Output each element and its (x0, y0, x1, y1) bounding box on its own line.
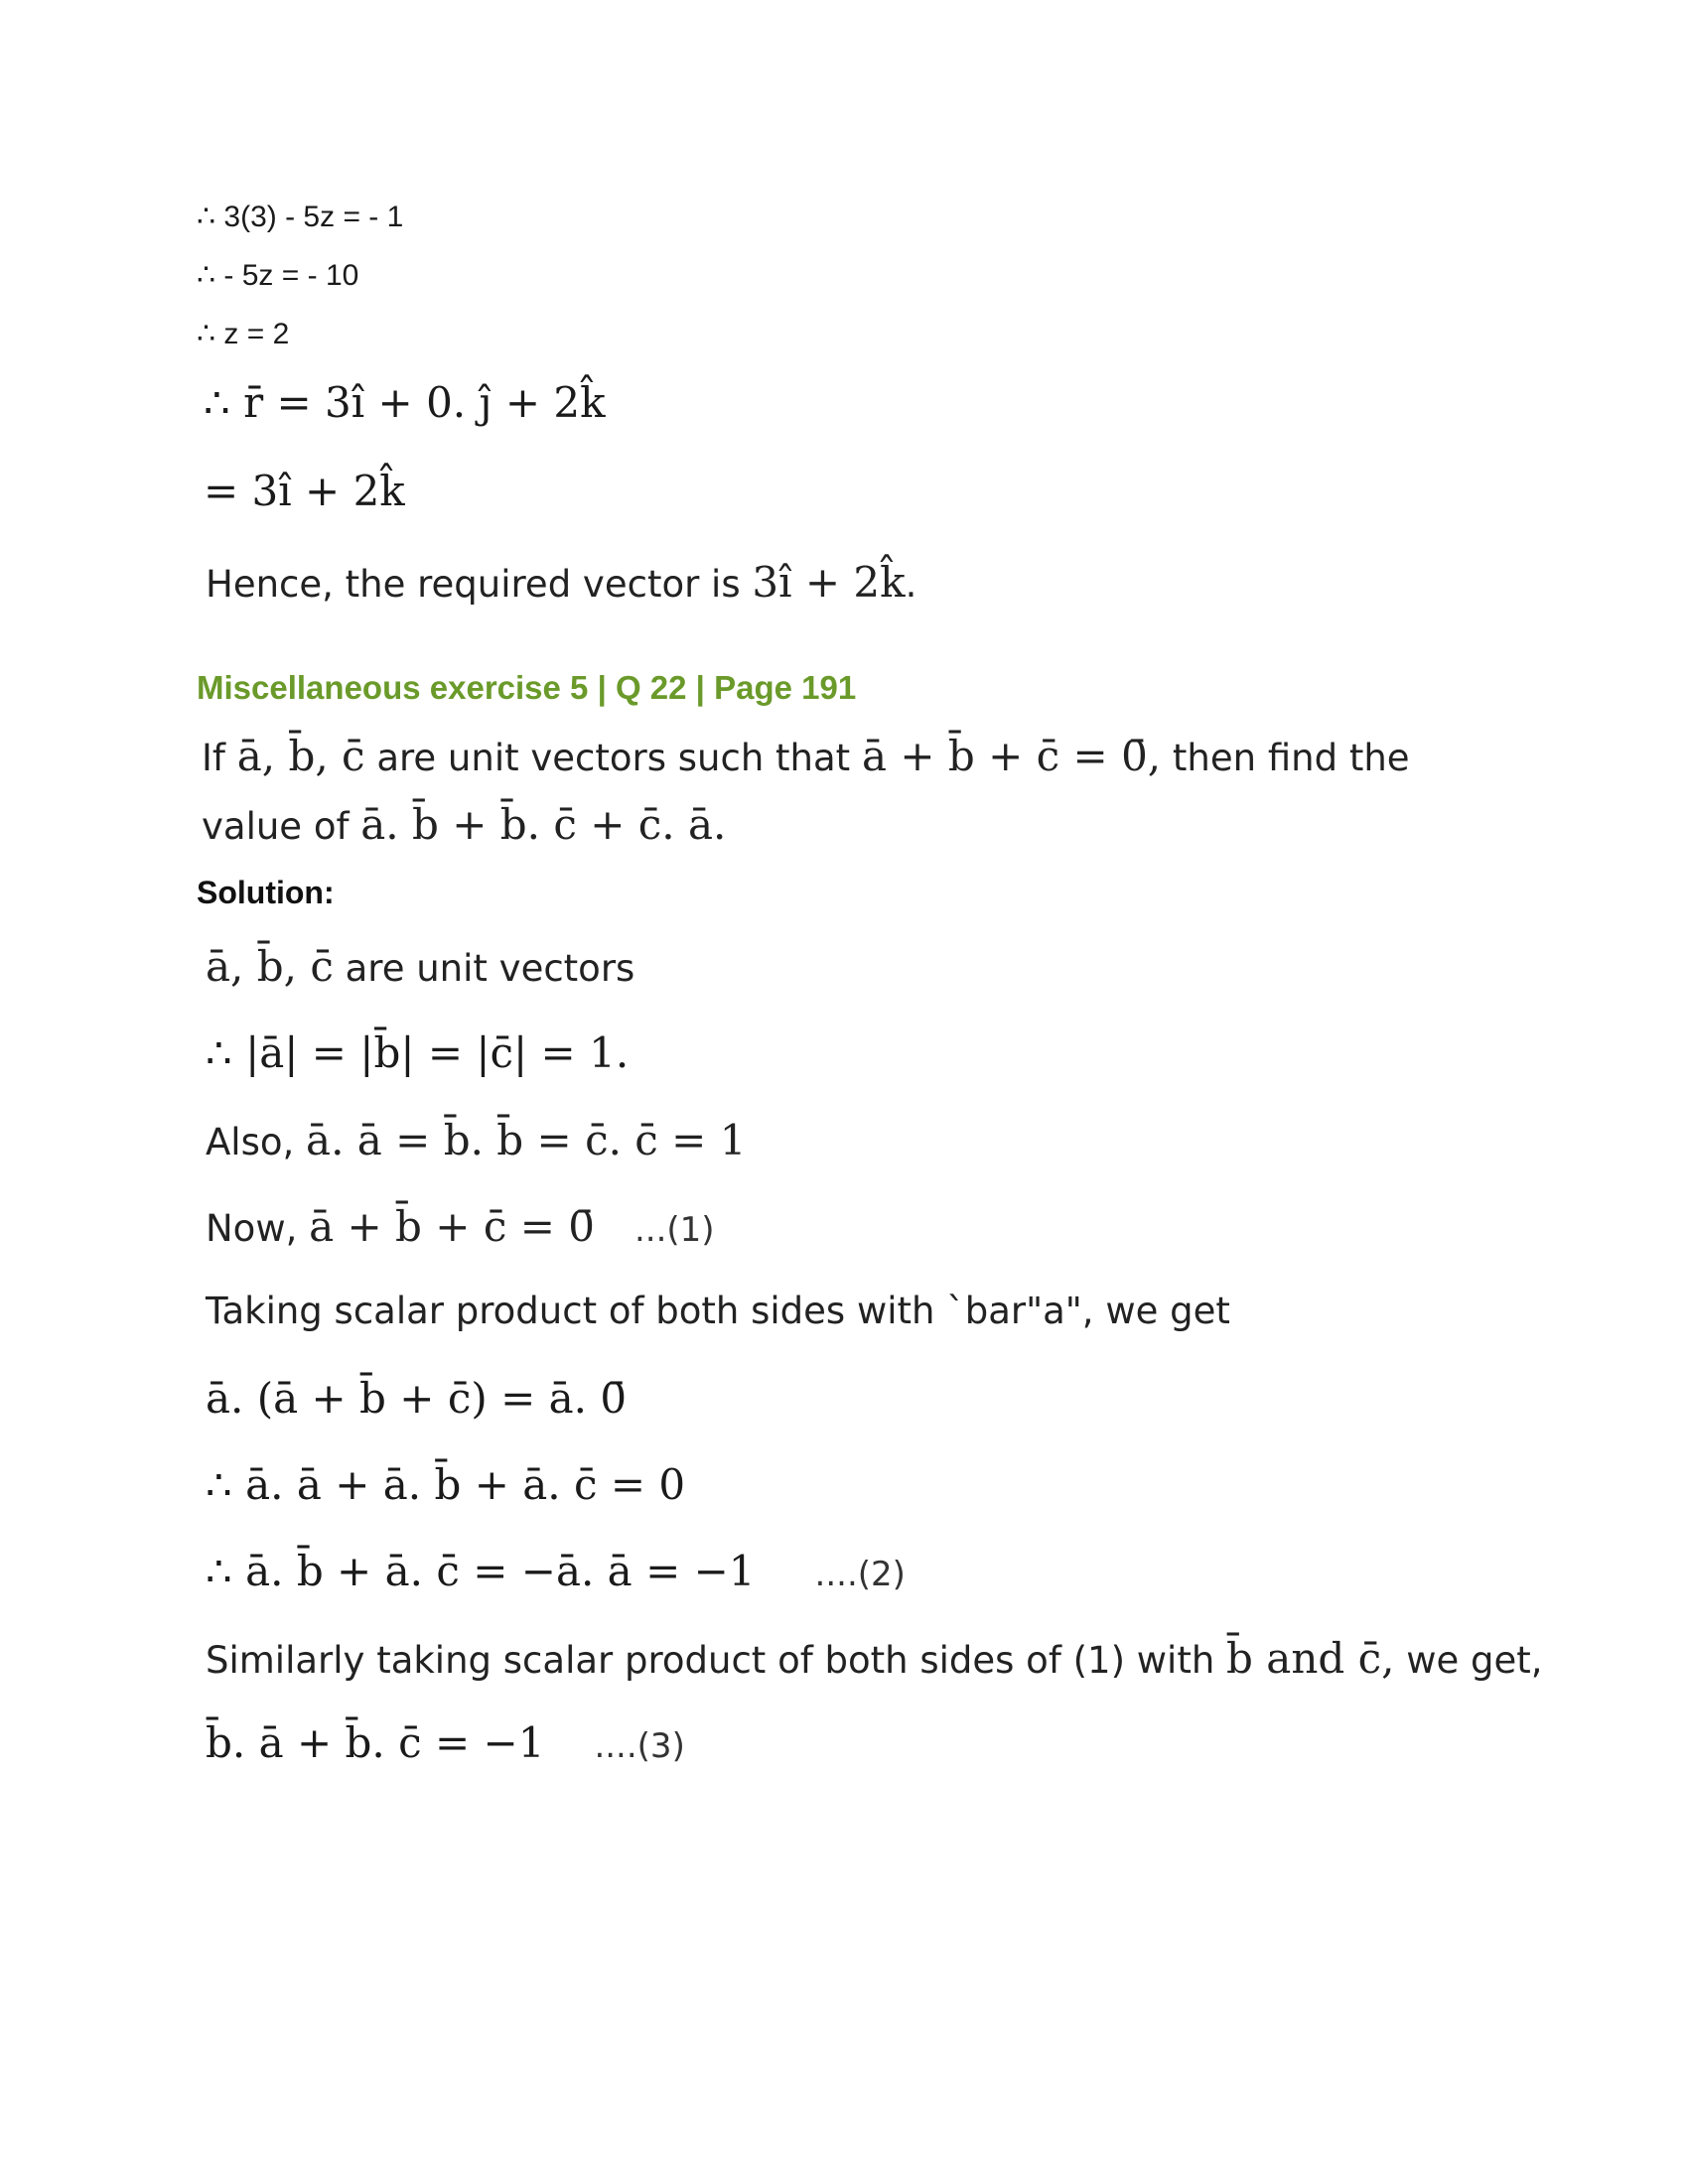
solution-math: ā + b̄ + c̄ = 0̄ (309, 1202, 595, 1251)
question-math: ā + b̄ + c̄ = 0̄, (861, 732, 1162, 780)
question-math: ā. b̄ + b̄. c̄ + c̄. ā. (360, 800, 727, 849)
solution-text: Similarly taking scalar product of both sides of (1) with (206, 1639, 1227, 1682)
question-line-1 (202, 732, 1410, 780)
step-line-3: ∴ z = 2 (197, 318, 290, 350)
question-text: then find the (1161, 737, 1410, 779)
solution-math: ā. ā = b̄. b̄ = c̄. c̄ = 1 (306, 1116, 747, 1164)
conclusion-math: 3î + 2k̂ (752, 558, 906, 607)
solution-line-10 (206, 1718, 685, 1767)
question-text: are unit vectors such that (364, 737, 862, 779)
question-math: ā, b̄, c̄ (236, 732, 365, 780)
equation-tag-2: ....(2) (814, 1555, 906, 1594)
result-equation-2: = 3î + 2k̂ (204, 467, 405, 515)
question-heading: Miscellaneous exercise 5 | Q 22 | Page 191 (197, 669, 857, 706)
solution-text: Also, (206, 1121, 307, 1163)
solution-line-7: ∴ ā. ā + ā. b̄ + ā. c̄ = 0 (206, 1460, 686, 1509)
solution-math: b̄ and c̄, (1226, 1634, 1395, 1683)
conclusion-line (206, 558, 917, 607)
solution-line-5: Taking scalar product of both sides with `bar"a", we get (206, 1290, 1230, 1332)
solution-line-9 (206, 1634, 1543, 1683)
solution-line-3 (206, 1116, 747, 1164)
solution-line-6: ā. (ā + b̄ + c̄) = ā. 0̄ (206, 1374, 628, 1423)
solution-math: b̄. ā + b̄. c̄ = −1 (206, 1718, 545, 1767)
question-line-2 (202, 800, 727, 849)
equation-tag-3: ....(3) (594, 1726, 685, 1766)
conclusion-text: Hence, the required vector is (206, 563, 753, 606)
solution-line-2: ∴ |ā| = |b̄| = |c̄| = 1. (206, 1028, 630, 1077)
solution-line-1 (206, 942, 635, 991)
solution-line-4 (206, 1202, 715, 1251)
question-text: If (202, 737, 237, 779)
equation-tag-1: ...(1) (633, 1210, 715, 1250)
solution-line-8 (206, 1547, 906, 1595)
result-equation-1: ∴ r̄ = 3î + 0. ĵ + 2k̂ (204, 378, 606, 427)
solution-text: Now, (206, 1207, 310, 1250)
solution-math: ā, b̄, c̄ (206, 942, 334, 991)
solution-text: we get, (1394, 1639, 1543, 1682)
conclusion-suffix: . (905, 563, 917, 606)
step-line-2: ∴ - 5z = - 10 (197, 259, 359, 292)
step-line-1: ∴ 3(3) - 5z = - 1 (197, 201, 404, 233)
solution-text: are unit vectors (333, 947, 635, 990)
solution-math: ∴ ā. b̄ + ā. c̄ = −ā. ā = −1 (206, 1547, 756, 1595)
solution-label: Solution: (197, 875, 335, 910)
question-text: value of (202, 805, 361, 848)
